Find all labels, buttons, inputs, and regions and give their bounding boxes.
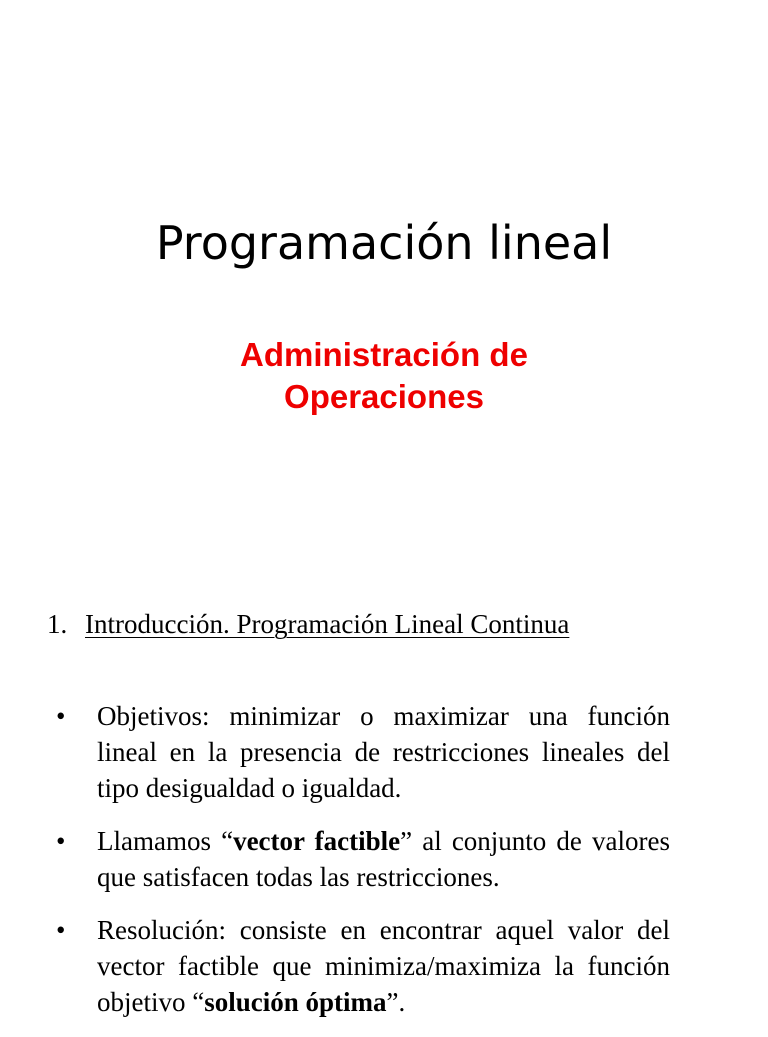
bullet-text-post: ” al conjunto de valores que satisfacen todas las restricciones. <box>97 826 670 892</box>
slide-title: Programación lineal <box>155 216 613 270</box>
bullet-marker: • <box>56 826 66 856</box>
bullet-term-solucion-optima: solución óptima <box>204 987 387 1017</box>
section-heading-text: Introducción. Programación Lineal Continua <box>85 609 570 639</box>
bullet-list <box>56 698 670 1037</box>
subtitle-line-1: Administración de <box>240 336 528 373</box>
bullet-term-vector-factible: vector factible <box>233 826 401 856</box>
bullet-marker: • <box>56 915 66 945</box>
section-heading <box>47 606 569 642</box>
slide-subtitle <box>0 334 768 418</box>
bullet-item-objetivos <box>56 698 670 806</box>
bullet-item-resolucion <box>56 912 670 1020</box>
bullet-text-pre: Resolución: consiste en encontrar aquel valor del vector factible que minimiza/maximiza la función objetivo “ <box>97 915 670 1017</box>
bullet-marker: • <box>56 701 66 731</box>
section-number: 1. <box>47 609 68 639</box>
bullet-text-post: ”. <box>386 987 406 1017</box>
bullet-text: Objetivos: minimizar o maximizar una función lineal en la presencia de restricciones lineales del tipo desigualdad o igualdad. <box>97 701 670 803</box>
subtitle-line-2: Operaciones <box>284 378 484 415</box>
bullet-item-vector-factible <box>56 823 670 895</box>
bullet-text-pre: Llamamos “ <box>97 826 234 856</box>
